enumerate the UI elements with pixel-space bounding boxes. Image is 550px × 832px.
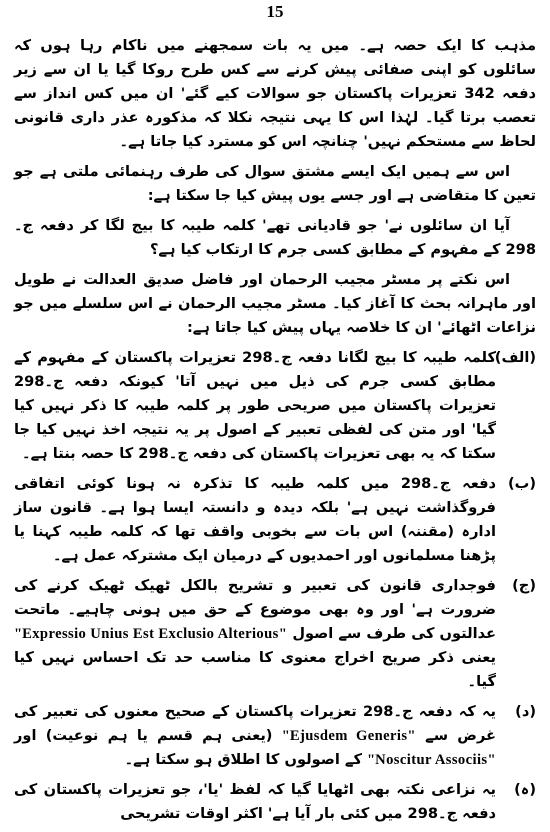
item-text-mid: (یعنی ہم قسم یا ہم نوعیت) اور bbox=[14, 727, 273, 744]
paragraph-3: آیا ان سائلوں نے' جو قادیانی تھے' کلمہ طیبہ کا بیج لگا کر دفعہ ج۔298 کے مفہوم کے مطابق کسی جرم کا ارتکاب کیا ہے؟ bbox=[14, 217, 536, 258]
list-item-alif bbox=[14, 346, 536, 466]
item-marker: (ہ) bbox=[514, 781, 536, 798]
list-item-dal bbox=[14, 700, 536, 772]
item-marker: (ج) bbox=[512, 577, 536, 594]
page-number: 15 bbox=[266, 2, 284, 21]
list-item-be bbox=[14, 472, 536, 568]
paragraph-2: اس سے ہمیں ایک ایسے مشتق سوال کی طرف رہنمائی ملتی ہے جو تعین کا متقاضی ہے اور جسے یوں پیش کیا جا سکتا ہے: bbox=[14, 163, 536, 204]
item-text: کلمہ طیبہ کا بیج لگانا دفعہ ج۔298 تعزیرات پاکستان کے مفہوم کے مطابق کسی جرم کی ذیل میں نہیں آتا' کیونکہ دفعہ ج۔298 تعزیرات پاکستان میں صریحی طور پر کلمہ طیبہ کا ذکر نہیں کیا گیا' اور متن کی لفظی تعبیر کے اصول پر یہ نتیجہ اخذ نہیں کیا جا سکتا کہ یہ بھی تعزیرات پاکستان کی دفعہ ج۔298 کا حصہ بنتا ہے۔ bbox=[14, 349, 496, 462]
item-marker: (ب) bbox=[507, 475, 536, 492]
latin-phrase-2: "Noscitur Associis" bbox=[367, 752, 496, 768]
item-text: یہ نزاعی نکتہ بھی اٹھایا گیا کہ لفظ 'یا'، جو تعزیرات پاکستان کی دفعہ ج۔298 میں کئی بار آیا ہے' اکثر اوقات تشریحی bbox=[14, 781, 496, 822]
list-item-jeem bbox=[14, 574, 536, 694]
item-text-after: کے اصولوں کا اطلاق ہو سکتا ہے۔ bbox=[124, 751, 362, 768]
item-text: یہ کہ دفعہ ج۔298 تعزیرات پاکستان کے صحیح معنوں کی تعبیر کی غرض سے bbox=[14, 703, 496, 744]
item-text-after: یعنی ذکر صریح اخراج معنوی کا مناسب حد تک احساس نہیں کیا گیا۔ bbox=[14, 649, 496, 690]
item-text: فوجداری قانون کی تعبیر و تشریح بالکل ٹھیک ٹھیک کرنے کی ضرورت ہے' اور وہ بھی موضوع کے حق میں ہونی چاہیے۔ ماتحت عدالتوں کی طرف سے اصول bbox=[14, 577, 496, 642]
item-marker: (د) bbox=[515, 703, 536, 720]
document-body bbox=[14, 34, 536, 832]
paragraph-4: اس نکتے پر مسٹر مجیب الرحمان اور فاضل صدیق العدالت نے طویل اور ماہرانہ بحث کا آغاز کیا۔ مسٹر مجیب الرحمان نے اس سلسلے میں جو نزاعات اٹھائے' ان کا خلاصہ یہاں پیش کیا جاتا ہے: bbox=[14, 271, 536, 336]
list-item-he bbox=[14, 778, 536, 826]
item-text: دفعہ ج۔298 میں کلمہ طیبہ کا تذکرہ نہ ہونا کوئی اتفاقی فروگذاشت نہیں ہے' بلکہ دیدہ و دانستہ ایسا ہوا ہے۔ قانون ساز ادارہ (مقننہ) اس بات سے بخوبی واقف تھا کہ کلمہ طیبہ کہنا یا پڑھنا مسلمانوں اور احمدیوں کے درمیان ایک مشترکہ عمل ہے۔ bbox=[14, 475, 496, 564]
item-marker: (الف) bbox=[494, 349, 536, 366]
latin-phrase: "Ejusdem Generis" bbox=[281, 728, 416, 744]
paragraph-1: مذہب کا ایک حصہ ہے۔ میں یہ بات سمجھنے میں ناکام رہا ہوں کہ سائلوں کو اپنی صفائی پیش کرنے سے کس طرح روکا گیا یا ان سے زیر دفعہ 342 تعزیرات پاکستان جو سوالات کیے گئے' ان میں کس انداز سے تعصب برتا گیا۔ لہٰذا اس کا یہی نتیجہ نکلا کہ مذکورہ عذر داری قانونی لحاظ سے مستحکم نہیں' چنانچہ اس کو مسترد کیا جاتا ہے۔ bbox=[14, 37, 536, 150]
latin-phrase: "Expressio Unius Est Exclusio Alterious" bbox=[14, 626, 288, 642]
